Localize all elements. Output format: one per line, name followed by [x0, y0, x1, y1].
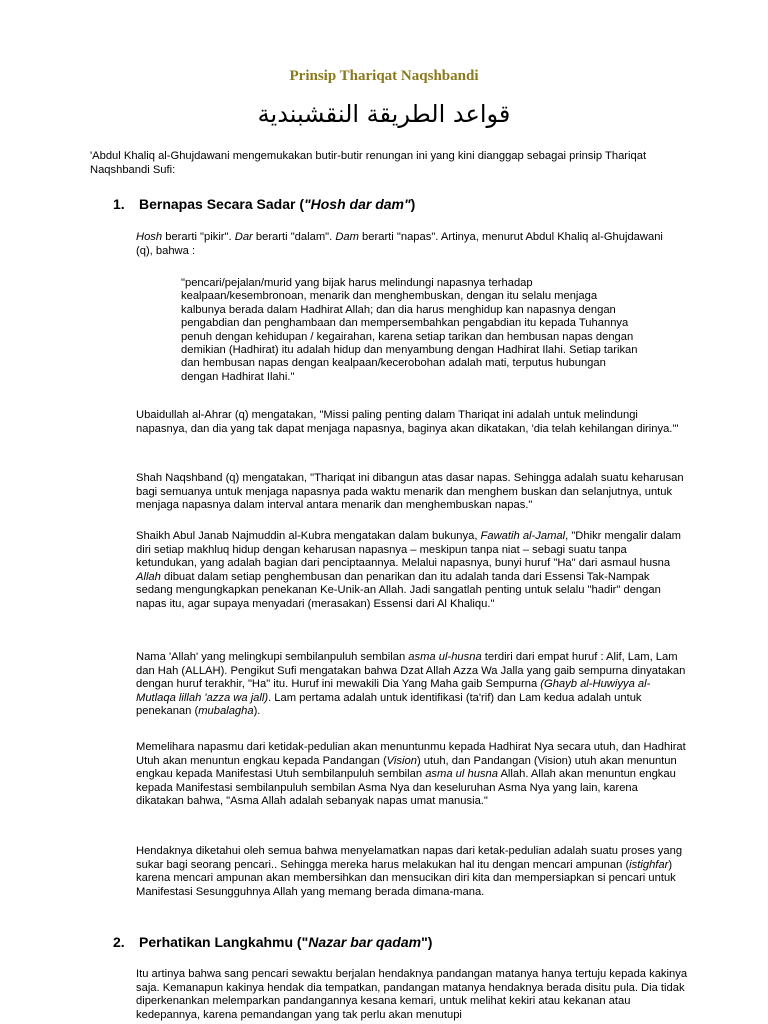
block-quote: "pencari/pejalan/murid yang bijak harus melindungi napasnya terhadap kealpaan/kesembronoan, menarik dan menghembuskan, dengan itu selalu menjaga kalbunya berada dalam Hadhirat Allah; dan dia harus menghidup kan napasnya dengan pengabdian dan penghambaan dan mempersembahkan pengabdian itu kepada Tuhannya penuh dengan kehidupan / kegairahan, karena setiap tarikan dan hembusan napas dengan demikian (Hadhirat) itu adalah hidup dan menyambung dengan Hadhirat Ilahi. Setiap tarikan dan hembusan napas dengan kealpaan/kecerobohan adalah mati, terputus hubungan dengan Hadhirat Ilahi.": [181, 277, 638, 383]
section-number: 1.: [113, 196, 125, 212]
paragraph-hendaknya: Hendaknya diketahui oleh semua bahwa menyelamatkan napas dari ketak-pedulian adalah suatu proses yang sukar bagi seorang pencari.. Sehingga mereka harus melakukan hal itu dengan mencari ampunan (istighfar) karena mencari ampunan akan membersihkan dan mensucikan diri kita dan mempersiapkan si pencari untuk Manifestasi Sesungguhnya Allah yang memang berada dimana-mana.: [136, 845, 683, 898]
paragraph-nazar-bar-qadam: Itu artinya bahwa sang pencari sewaktu berjalan hendaknya pandangan matanya hanya tertuju kepada kakinya saja. Kemanapun kakinya hendak dia tempatkan, pandangan matanya hendaknya berada disitu pula. Dia tidak diperkenankan melemparkan pandangannya kesana kemari, untuk melihat kekiri atau kekanan atau kedepannya, karena pemandangan yang tak perlu akan menutupi: [136, 968, 688, 1021]
paragraph-shah-naqshband: Shah Naqshband (q) mengatakan, "Thariqat ini dibangun atas dasar napas. Sehingga adalah suatu keharusan bagi semuanya untuk menjaga napasnya pada waktu menarik dan menghem buskan dan selanjutnya, untuk menjaga napasnya dalam interval antara menarik dan menghembuskan napas.": [136, 472, 684, 512]
section-heading-2: 2. Perhatikan Langkahmu ("Nazar bar qadam"): [113, 934, 433, 950]
section-heading-1: 1. Bernapas Secara Sadar ("Hosh dar dam"): [113, 196, 416, 212]
paragraph-memelihara: Memelihara napasmu dari ketidak-pedulian akan menuntunmu kepada Hadhirat Nya secara utuh, dan Hadhirat Utuh akan menuntun engkau kepada Pandangan (Vision) utuh, dan Pandangan (Vision) utuh akan menuntun engkau kepada Manifestasi Utuh sembilanpuluh sembilan asma ul husna Allah. Allah akan menuntun engkau kepada Manifestasi sembilanpuluh sembilan Asma Nya dan keseluruhan Asma Nya yang lain, karena dikatakan bahwa, "Asma Allah adalah sebanyak napas umat manusia.": [136, 741, 686, 808]
paragraph-ubaidullah: Ubaidullah al-Ahrar (q) mengatakan, "Missi paling penting dalam Thariqat ini adalah untuk melindungi napasnya, dan dia yang tak dapat menjaga napasnya, baginya akan dikatakan, 'dia telah kehilangan dirinya.'": [136, 409, 679, 435]
paragraph-asma-ul-husna: Nama 'Allah' yang melingkupi sembilanpuluh sembilan asma ul-husna terdiri dari empat huruf : Alif, Lam, Lam dan Hah (ALLAH). Pengikut Sufi mengatakan bahwa Dzat Allah Azza Wa Jalla yang gaib sempurna dinyatakan dengan huruf terakhir, "Ha" itu. Huruf ini mewakili Dia Yang Maha gaib Sempurna (Ghayb al-Huwiyya al-Mutlaqa lillah 'azza wa jall). Lam pertama adalah untuk identifikasi (ta'rif) dan Lam kedua adalah untuk penekanan (mubalagha).: [136, 651, 686, 718]
paragraph-najmuddin: Shaikh Abul Janab Najmuddin al-Kubra mengatakan dalam bukunya, Fawatih al-Jamal, "Dhikr mengalir dalam diri setiap makhluq hidup dengan keharusan napasnya – meskipun tanpa niat – sebagi suatu tanpa ketundukan, yang adalah bagian dari penciptaannya. Melalui napasnya, bunyi huruf "Ha" dari asmaul husna Allah dibuat dalam setiap penghembusan dan penarikan dan itu adalah tanda dari Essensi Tak-Nampak sedang mengungkapkan penekanan Ke-Unik-an Allah. Jadi sangatlah penting untuk selalu "hadir" dengan napas itu, agar supaya menyadari (merasakan) Essensi dari Al Khaliqu.": [136, 530, 681, 610]
arabic-title: قواعد الطريقة النقشبندية: [257, 100, 511, 128]
paragraph-hosh-dar-dam: Hosh berarti "pikir". Dar berarti "dalam". Dam berarti "napas". Artinya, menurut Abdul Khaliq al-Ghujdawani (q), bahwa :: [136, 231, 663, 257]
document-title: Prinsip Thariqat Naqshbandi: [289, 68, 479, 84]
section-number: 2.: [113, 934, 125, 950]
intro-paragraph: 'Abdul Khaliq al-Ghujdawani mengemukakan butir-butir renungan ini yang kini dianggap sebagai prinsip Thariqat Naqshbandi Sufi:: [90, 150, 647, 176]
